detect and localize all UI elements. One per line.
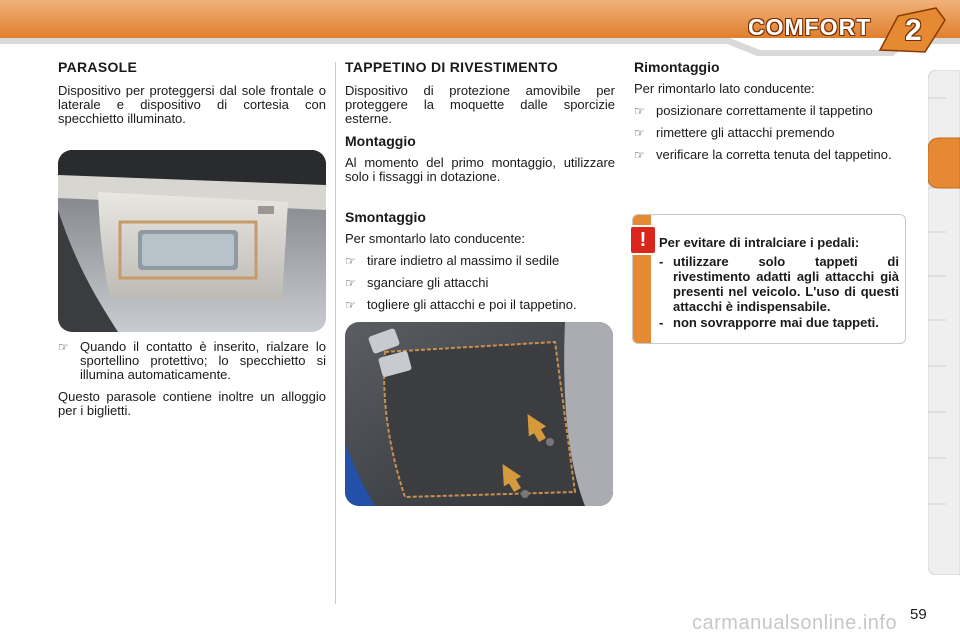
hand-pointer-icon: ☞ bbox=[345, 276, 356, 290]
subheading-montaggio: Montaggio bbox=[345, 133, 416, 149]
column-tappetino bbox=[345, 60, 615, 320]
watermark: carmanualsonline.info bbox=[692, 612, 898, 634]
hand-pointer-icon: ☞ bbox=[634, 126, 645, 140]
chapter-title: COMFORT bbox=[748, 14, 872, 40]
list-item: ☞ tirare indietro al massimo il sedile bbox=[345, 253, 560, 268]
page-number: 59 bbox=[910, 606, 927, 623]
hand-pointer-icon: ☞ bbox=[345, 254, 356, 268]
list-item: ☞ verificare la corretta tenuta del tappetino. bbox=[634, 147, 892, 162]
subheading-rimontaggio: Rimontaggio bbox=[634, 59, 720, 75]
column-divider bbox=[335, 62, 336, 604]
column-rimontaggio bbox=[634, 60, 902, 170]
list-item: - utilizzare solo tappeti di rivestimento adatti agli attacchi già presenti nel veicolo. L'uso di questi attacchi è indispensabile. bbox=[659, 254, 899, 314]
warning-text bbox=[659, 235, 899, 331]
parasole-ticket-note: Questo parasole contiene inoltre un alloggio per i biglietti. bbox=[58, 389, 326, 418]
list-item: - non sovrapporre mai due tappeti. bbox=[659, 315, 879, 330]
chapter-header bbox=[0, 0, 960, 58]
list-item: ☞ Quando il contatto è inserito, rialzare lo sportellino protettivo; lo specchietto si illumina automaticamente. bbox=[58, 339, 326, 382]
warning-title: Per evitare di intralciare i pedali: bbox=[659, 235, 860, 250]
subheading-smontaggio: Smontaggio bbox=[345, 209, 426, 225]
hand-pointer-icon: ☞ bbox=[634, 104, 645, 118]
warning-exclamation-icon: ! bbox=[629, 225, 657, 255]
sun-visor-photo bbox=[58, 150, 326, 332]
parasole-notes bbox=[58, 340, 326, 426]
column-parasole bbox=[58, 60, 326, 134]
hand-pointer-icon: ☞ bbox=[345, 298, 356, 312]
list-item: ☞ rimettere gli attacchi premendo bbox=[634, 125, 835, 140]
section-heading-tappetino: TAPPETINO DI RIVESTIMENTO bbox=[345, 59, 559, 75]
list-item: ☞ posizionare correttamente il tappetino bbox=[634, 103, 873, 118]
floor-mat-photo bbox=[345, 322, 613, 506]
parasole-intro: Dispositivo per proteggersi dal sole frontale o laterale e dispositivo di cortesia con specchietto illuminato. bbox=[58, 83, 326, 126]
tappetino-intro: Dispositivo di protezione amovibile per proteggere la moquette dalle sporcizie esterne. bbox=[345, 83, 615, 126]
list-item: ☞ togliere gli attacchi e poi il tappetino. bbox=[345, 297, 577, 312]
chapter-number: 2 bbox=[905, 14, 922, 47]
montaggio-text: Al momento del primo montaggio, utilizzare solo i fissaggi in dotazione. bbox=[345, 155, 615, 184]
hand-pointer-icon: ☞ bbox=[634, 148, 645, 162]
chapter-tabs bbox=[928, 70, 960, 575]
hand-pointer-icon: ☞ bbox=[58, 340, 69, 354]
smontaggio-lead: Per smontarlo lato conducente: bbox=[345, 231, 525, 246]
rimontaggio-lead: Per rimontarlo lato conducente: bbox=[634, 81, 815, 96]
list-item: ☞ sganciare gli attacchi bbox=[345, 275, 489, 290]
section-heading-parasole: PARASOLE bbox=[58, 59, 138, 75]
warning-box bbox=[632, 214, 906, 344]
